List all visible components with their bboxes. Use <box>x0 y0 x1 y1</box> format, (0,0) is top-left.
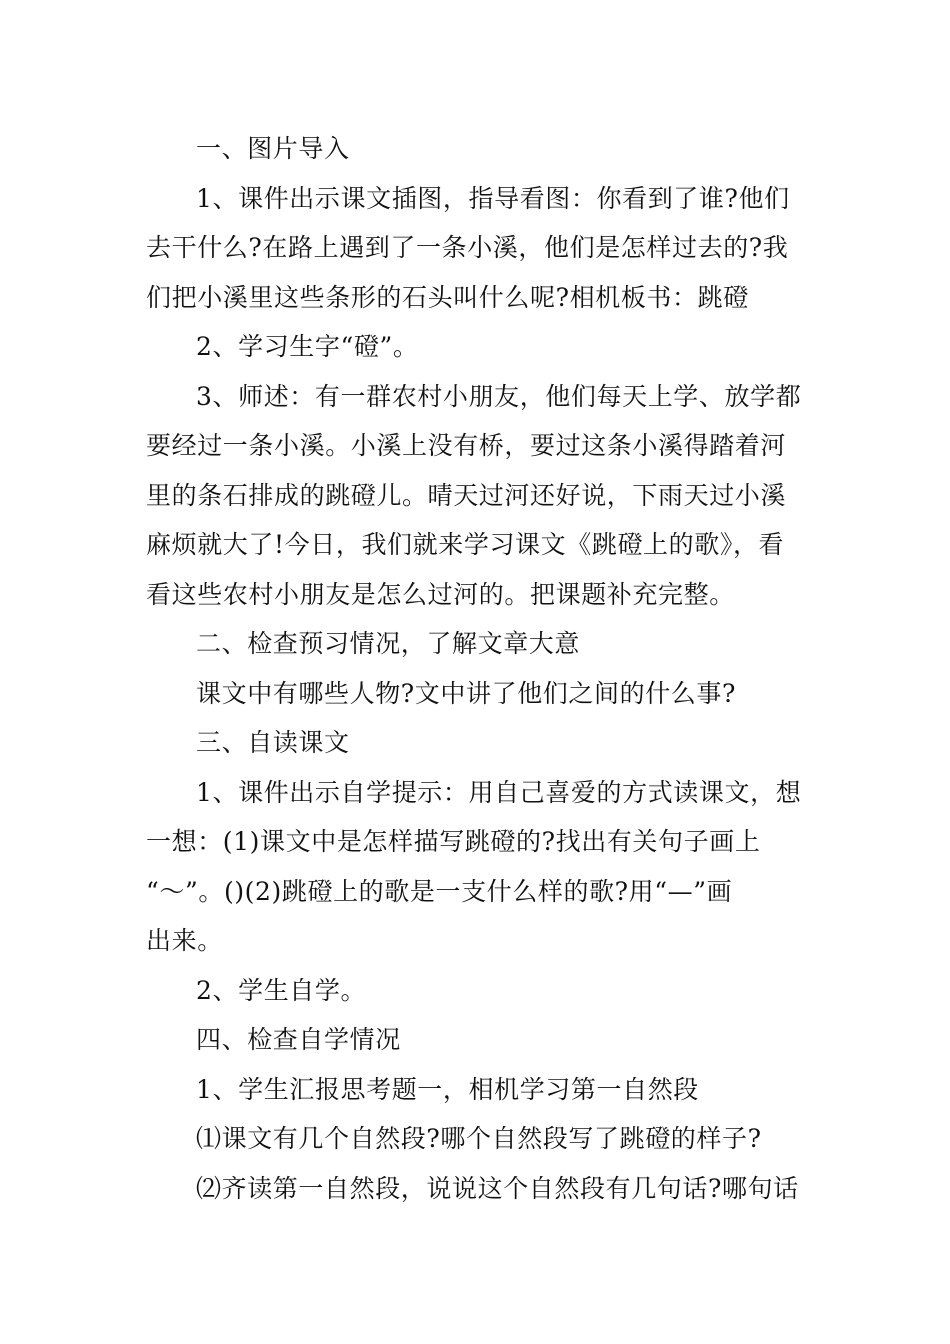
text-line: 去干什么?在路上遇到了一条小溪，他们是怎样过去的?我 <box>146 233 789 262</box>
text-line: 课文中有哪些人物?文中讲了他们之间的什么事? <box>196 678 737 708</box>
text-line: 三、自读课文 <box>196 728 350 757</box>
text-line: 3、师述：有一群农村小朋友，他们每天上学、放学都 <box>196 381 802 411</box>
text-line: 1、学生汇报思考题一，相机学习第一自然段 <box>196 1074 699 1104</box>
text-line: 出来。 <box>146 926 223 955</box>
text-line: 2、学生自学。 <box>196 975 367 1005</box>
text-line: 看这些农村小朋友是怎么过河的。把课题补充完整。 <box>146 579 735 609</box>
text-line: 四、检查自学情况 <box>196 1025 401 1054</box>
text-line: 里的条石排成的跳磴儿。晴天过河还好说，下雨天过小溪 <box>146 480 787 510</box>
text-line: “～”。()(2)跳磴上的歌是一支什么样的歌?用“—”画 <box>146 876 733 906</box>
text-line: 2、学习生字“磴”。 <box>196 332 419 361</box>
text-line: 们把小溪里这些条形的石头叫什么呢?相机板书：跳磴 <box>146 282 749 312</box>
text-line: ⑵齐读第一自然段，说说这个自然段有几句话?哪句话 <box>196 1173 799 1203</box>
text-line: 一、图片导入 <box>196 134 350 163</box>
document-page <box>146 124 810 1213</box>
text-line: 1、课件出示课文插图，指导看图：你看到了谁?他们 <box>196 183 790 213</box>
text-line: 要经过一条小溪。小溪上没有桥，要过这条小溪得踏着河 <box>146 431 787 460</box>
text-line: 二、检查预习情况，了解文章大意 <box>196 629 581 658</box>
text-line: 一想：(1)课文中是怎样描写跳磴的?找出有关句子画上 <box>146 827 761 856</box>
text-line: 1、课件出示自学提示：用自己喜爱的方式读课文，想 <box>196 777 802 807</box>
text-line: 麻烦就大了!今日，我们就来学习课文《跳磴上的歌》，看 <box>146 530 785 559</box>
text-line: ⑴课文有几个自然段?哪个自然段写了跳磴的样子? <box>196 1124 762 1153</box>
